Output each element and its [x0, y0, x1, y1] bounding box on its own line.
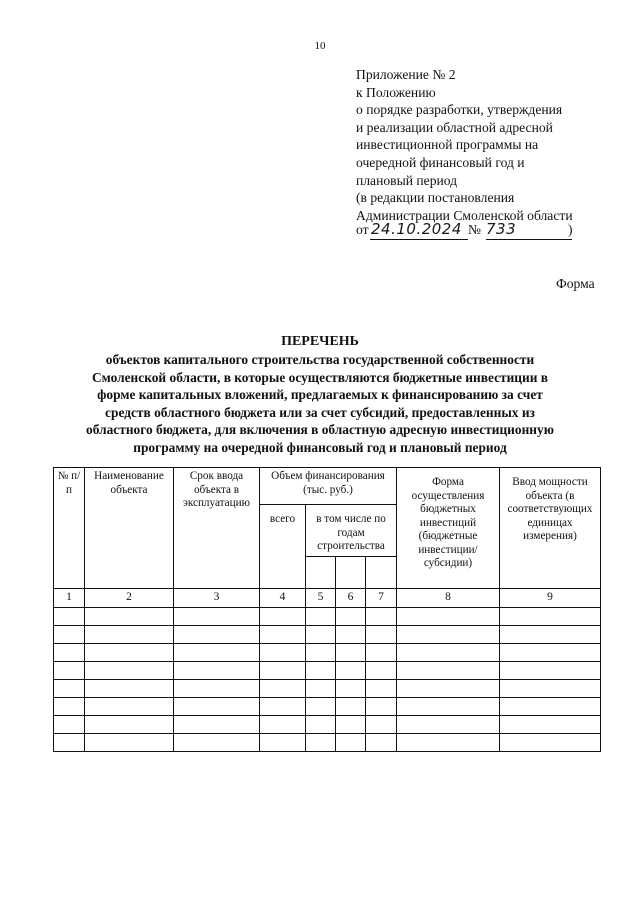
table-cell: [306, 644, 336, 662]
table-cell: [306, 734, 336, 752]
table-cell: [500, 662, 601, 680]
subtitle-line: программу на очередной финансовый год и плановый период: [133, 439, 507, 455]
handwritten-date: 24.10.2024: [371, 220, 462, 238]
table-cell: [174, 698, 260, 716]
table-cell: [174, 608, 260, 626]
table-cell: [397, 644, 500, 662]
header-year-cell: [306, 557, 336, 589]
table-cell: [260, 716, 306, 734]
table-cell: [54, 644, 85, 662]
appendix-line: Приложение № 2: [356, 67, 456, 82]
table-cell: [54, 734, 85, 752]
date-prefix: от: [356, 222, 369, 237]
table-cell: [85, 698, 174, 716]
header-object-name: Наименование объекта: [85, 468, 174, 589]
table-cell: [174, 644, 260, 662]
closing-paren: ): [568, 222, 573, 237]
column-number: 1: [54, 589, 85, 608]
table-cell: [366, 626, 397, 644]
header-year-cell: [366, 557, 397, 589]
appendix-line: Администрации Смоленской области: [356, 207, 573, 223]
table-cell: [260, 608, 306, 626]
appendix-line: инвестиционной программы на: [356, 137, 539, 153]
table-row: [54, 698, 601, 716]
table-cell: [366, 662, 397, 680]
table-cell: [336, 716, 366, 734]
header-capacity-input: Ввод мощности объекта (в соответствующих единицах измерения): [500, 468, 601, 589]
table-cell: [54, 662, 85, 680]
table-cell: [306, 662, 336, 680]
page-number: 10: [314, 40, 326, 52]
table-cell: [500, 644, 601, 662]
document-heading: [40, 334, 600, 457]
table-cell: [54, 698, 85, 716]
table-cell: [500, 680, 601, 698]
table-cell: [500, 734, 601, 752]
subtitle-line: объектов капитального строительства государственной собственности: [105, 352, 535, 367]
table-cell: [260, 644, 306, 662]
table-cell: [54, 716, 85, 734]
table-cell: [54, 608, 85, 626]
table-cell: [306, 608, 336, 626]
table-cell: [54, 626, 85, 644]
table-cell: [397, 680, 500, 698]
table-cell: [260, 734, 306, 752]
table-cell: [336, 662, 366, 680]
subtitle-line: Смоленской области, в которые осуществляются бюджетные инвестиции в: [91, 369, 549, 385]
table-cell: [336, 608, 366, 626]
table-cell: [85, 608, 174, 626]
table-cell: [366, 644, 397, 662]
table-cell: [336, 644, 366, 662]
table-cell: [336, 680, 366, 698]
appendix-line: о порядке разработки, утверждения: [356, 102, 563, 118]
table-cell: [366, 608, 397, 626]
table-body: [54, 608, 601, 752]
subtitle-line: форме капитальных вложений, предлагаемых к финансированию за счет: [97, 387, 543, 403]
header-commissioning-date: Срок ввода объекта в эксплуатацию: [174, 468, 260, 589]
table-cell: [174, 626, 260, 644]
table-row: [54, 680, 601, 698]
table-cell: [260, 626, 306, 644]
table-cell: [366, 698, 397, 716]
table-row: [54, 662, 601, 680]
decree-reference-line: [356, 222, 586, 242]
table-cell: [500, 608, 601, 626]
table-cell: [500, 626, 601, 644]
table-cell: [174, 662, 260, 680]
number-prefix: №: [468, 222, 481, 237]
table-row: [54, 716, 601, 734]
table-row: [54, 644, 601, 662]
table-cell: [306, 716, 336, 734]
handwritten-number: 733: [486, 220, 517, 238]
appendix-block: [356, 66, 626, 224]
heading-subtitle: [40, 351, 600, 457]
table-cell: [397, 662, 500, 680]
table-cell: [397, 608, 500, 626]
appendix-line: плановый период: [356, 172, 458, 188]
table-cell: [174, 734, 260, 752]
table-cell: [260, 680, 306, 698]
table-cell: [366, 680, 397, 698]
table-cell: [397, 698, 500, 716]
table-cell: [397, 626, 500, 644]
table-cell: [306, 698, 336, 716]
form-label: Форма: [556, 276, 595, 291]
column-number: 2: [85, 589, 174, 608]
number-underline: [486, 239, 572, 240]
table-cell: [366, 734, 397, 752]
table-cell: [54, 680, 85, 698]
table-cell: [85, 626, 174, 644]
column-number: 3: [174, 589, 260, 608]
header-funding-volume: Объем финансирования (тыс. руб.): [260, 468, 397, 505]
table-cell: [85, 716, 174, 734]
table-cell: [260, 698, 306, 716]
appendix-line: к Положению: [356, 84, 436, 100]
header-total: всего: [260, 505, 306, 589]
form-table: [53, 467, 601, 752]
table-cell: [260, 662, 306, 680]
subtitle-line: областного бюджета, для включения в областную адресную инвестиционную: [86, 422, 554, 438]
header-by-years: в том числе по годам строительства: [306, 505, 397, 557]
table-cell: [336, 626, 366, 644]
header-no: № п/п: [54, 468, 85, 589]
appendix-line: очередной финансовый год и: [356, 154, 525, 170]
table-cell: [306, 626, 336, 644]
table-cell: [174, 716, 260, 734]
column-number: 8: [397, 589, 500, 608]
table-cell: [174, 680, 260, 698]
date-underline: [370, 239, 468, 240]
table-cell: [336, 734, 366, 752]
appendix-line: (в редакции постановления: [356, 190, 515, 206]
table-cell: [85, 734, 174, 752]
subtitle-line: средств областного бюджета или за счет субсидий, предоставленных из: [105, 404, 535, 420]
column-number: 7: [366, 589, 397, 608]
table-cell: [366, 716, 397, 734]
header-year-cell: [336, 557, 366, 589]
column-number: 6: [336, 589, 366, 608]
appendix-line: и реализации областной адресной: [356, 119, 553, 135]
table-cell: [85, 662, 174, 680]
heading-title: ПЕРЕЧЕНЬ: [281, 334, 359, 349]
column-number: 9: [500, 589, 601, 608]
table-cell: [306, 680, 336, 698]
column-number: 4: [260, 589, 306, 608]
table-cell: [397, 716, 500, 734]
table-cell: [85, 644, 174, 662]
table-cell: [500, 716, 601, 734]
header-investment-form: Форма осуществления бюджетных инвестиций (бюджетные инвестиции/ субсидии): [397, 468, 500, 589]
table-row: [54, 734, 601, 752]
column-number: 5: [306, 589, 336, 608]
table-row: [54, 608, 601, 626]
table-cell: [336, 698, 366, 716]
table-cell: [397, 734, 500, 752]
table-cell: [85, 680, 174, 698]
table-cell: [500, 698, 601, 716]
table-row: [54, 626, 601, 644]
column-numbers-row: [54, 589, 601, 608]
